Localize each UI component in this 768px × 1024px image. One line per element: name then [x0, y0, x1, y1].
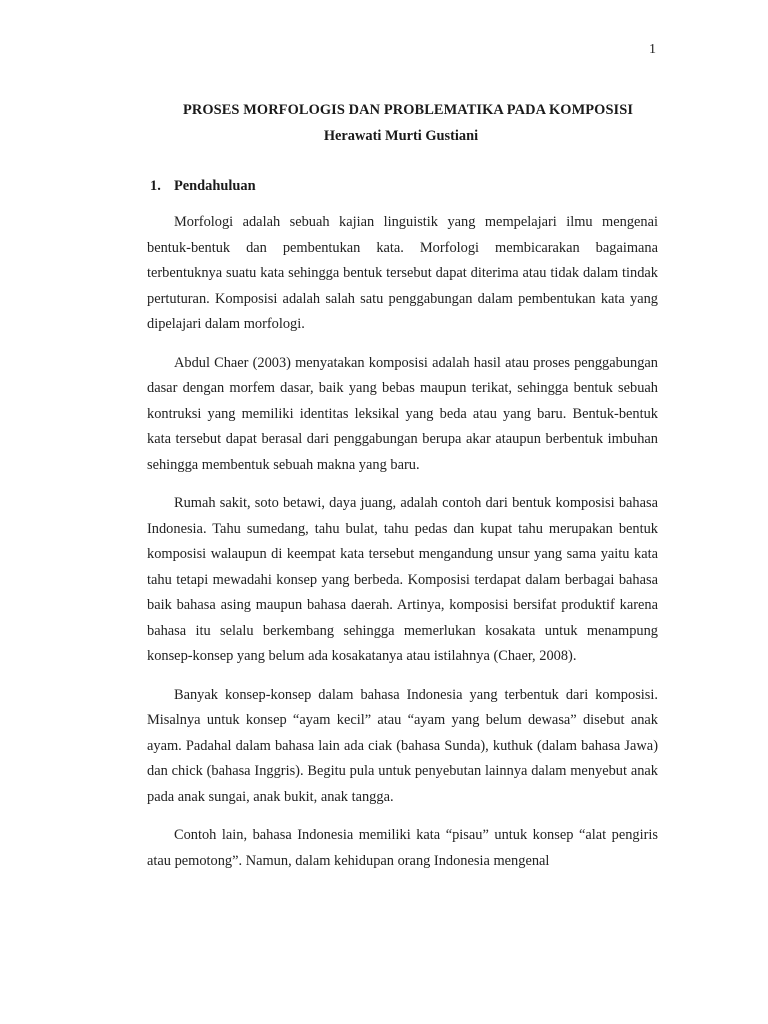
paragraph: Rumah sakit, soto betawi, daya juang, adalah contoh dari bentuk komposisi bahasa Indonesia. Tahu sumedang, tahu bulat, tahu pedas dan kupat tahu merupakan bentuk komposisi walaupun di keempat kata tersebut mengandung unsur yang sama yaitu kata tahu tetapi mewadahi konsep yang berbeda. Komposisi terdapat dalam berbagai bahasa baik bahasa asing maupun bahasa daerah. Artinya, komposisi bersifat produktif karena bahasa itu selalu berkembang sehingga memerlukan kosakata untuk menampung konsep-konsep yang belum ada kosakatanya atau istilahnya (Chaer, 2008).: [147, 495, 658, 664]
page-number: 1: [649, 42, 656, 57]
section-title: Pendahuluan: [174, 178, 256, 194]
body-text: [147, 210, 658, 887]
section-number: 1.: [150, 178, 161, 194]
paragraph: Banyak konsep-konsep dalam bahasa Indonesia yang terbentuk dari komposisi. Misalnya untuk konsep “ayam kecil” atau “ayam yang belum dewasa” disebut anak ayam. Padahal dalam bahasa lain ada ciak (bahasa Sunda), kuthuk (dalam bahasa Jawa) dan chick (bahasa Inggris). Begitu pula untuk penyebutan lainnya dalam menyebut anak pada anak sungai, anak bukit, anak tangga.: [147, 686, 658, 805]
section-heading: [150, 178, 256, 195]
paragraph: Morfologi adalah sebuah kajian linguistik yang mempelajari ilmu mengenai bentuk-bentuk dan pembentukan kata. Morfologi membicarakan bagaimana terbentuknya suatu kata sehingga bentuk tersebut dapat diterima atau tidak dalam tindak pertuturan. Komposisi adalah salah satu penggabungan dalam pembentukan kata yang dipelajari dalam morfologi.: [147, 214, 658, 332]
paragraph: Abdul Chaer (2003) menyatakan komposisi adalah hasil atau proses penggabungan dasar dengan morfem dasar, baik yang bebas maupun terikat, sehingga bentuk sebuah kontruksi yang memiliki identitas leksikal yang beda atau yang baru. Bentuk-bentuk kata tersebut dapat berasal dari penggabungan berupa akar ataupun berbentuk imbuhan sehingga membentuk sebuah makna yang baru.: [147, 354, 658, 473]
document-title: PROSES MORFOLOGIS DAN PROBLEMATIKA PADA KOMPOSISI: [182, 102, 634, 118]
author-name: Herawati Murti Gustiani: [323, 128, 479, 144]
paragraph: Contoh lain, bahasa Indonesia memiliki kata “pisau” untuk konsep “alat pengiris atau pemotong”. Namun, dalam kehidupan orang Indonesia mengenal: [147, 827, 658, 869]
